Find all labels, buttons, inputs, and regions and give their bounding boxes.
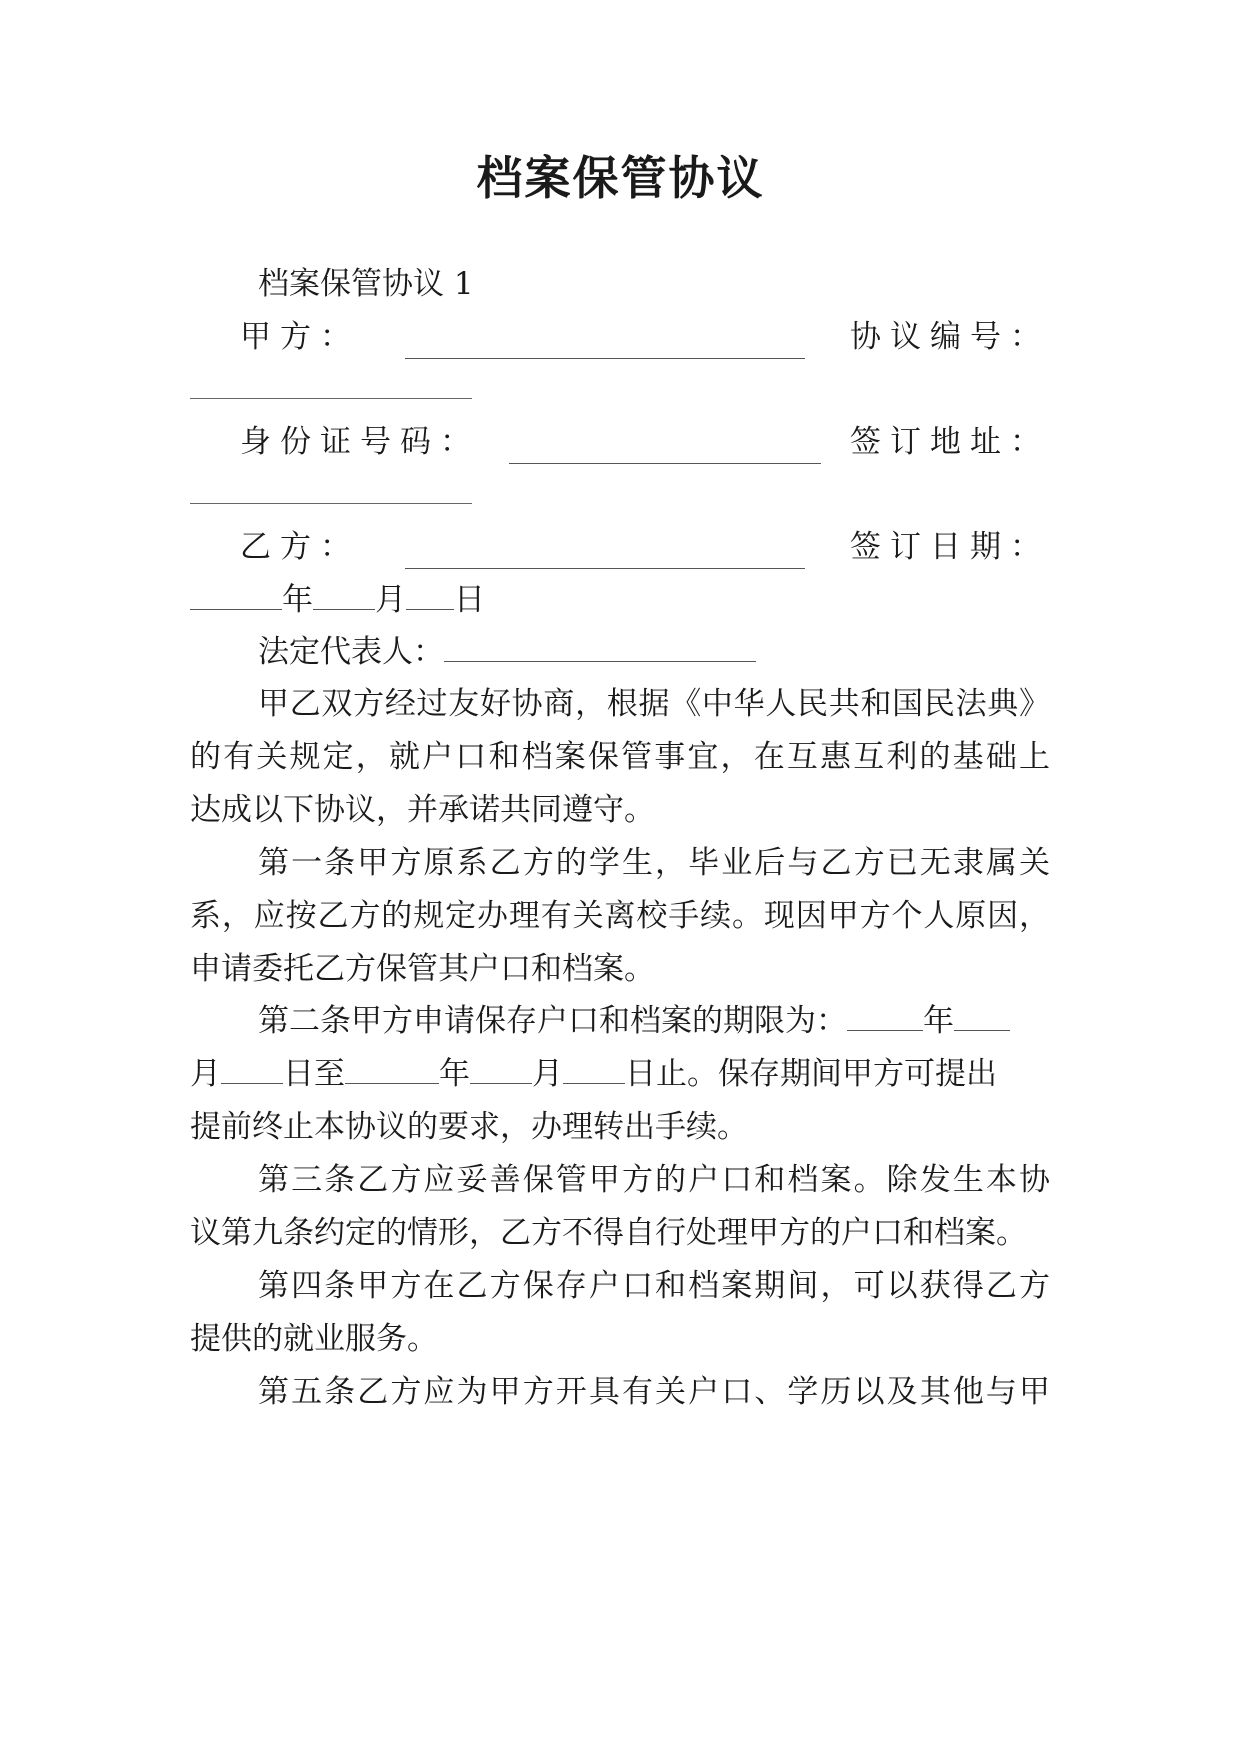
legal-rep-input[interactable] xyxy=(444,631,756,662)
article-2-end-text: 日止。保存期间甲方可提出 xyxy=(625,1056,997,1092)
party-b-input[interactable] xyxy=(405,538,805,569)
sign-date-year-label: 年 xyxy=(282,582,313,618)
id-number-row xyxy=(240,420,1050,464)
agreement-no-input[interactable] xyxy=(190,398,472,399)
sign-date-day-input[interactable] xyxy=(406,579,454,610)
party-a-input[interactable] xyxy=(405,328,805,359)
sign-address-label: 签订地址： xyxy=(850,424,1050,460)
paragraph-intro-line: 的有关规定，就户口和档案保管事宜，在互惠互利的基础上 xyxy=(190,739,1050,775)
document-title: 档案保管协议 xyxy=(476,151,765,205)
article-1-line: 系，应按乙方的规定办理有关离校手续。现因甲方个人原因， xyxy=(190,898,1050,934)
agreement-subtitle: 档案保管协议 1 xyxy=(258,266,474,302)
paragraph-intro-line: 甲乙双方经过友好协商，根据《中华人民共和国民法典》 xyxy=(258,686,1050,722)
article-2-end-day-input[interactable] xyxy=(563,1053,625,1084)
article-4-line: 提供的就业服务。 xyxy=(190,1321,438,1357)
article-5-line: 第五条乙方应为甲方开具有关户口、学历以及其他与甲 xyxy=(258,1374,1050,1410)
article-2-start-year-input[interactable] xyxy=(847,1000,923,1031)
article-1-line: 申请委托乙方保管其户口和档案。 xyxy=(190,951,655,987)
sign-date-month-input[interactable] xyxy=(313,579,375,610)
legal-rep-row xyxy=(258,630,1050,674)
sign-date-month-label: 月 xyxy=(375,582,406,618)
article-2-day-to-label: 日至 xyxy=(283,1056,345,1092)
article-2-month-label: 月 xyxy=(190,1056,221,1092)
article-2-line: 提前终止本协议的要求，办理转出手续。 xyxy=(190,1109,748,1145)
party-b-label: 乙方： xyxy=(240,529,360,565)
party-a-label: 甲方： xyxy=(240,319,360,355)
sign-date-label: 签订日期： xyxy=(850,529,1050,565)
sign-date-year-input[interactable] xyxy=(190,579,282,610)
article-2-start-month-input[interactable] xyxy=(954,1000,1010,1031)
id-number-input[interactable] xyxy=(509,433,821,464)
sign-date-day-label: 日 xyxy=(454,582,485,618)
sign-date-row xyxy=(190,578,1050,622)
article-2-line xyxy=(190,1052,1050,1096)
article-2-end-year-input[interactable] xyxy=(345,1053,439,1084)
agreement-no-label: 协议编号： xyxy=(850,319,1050,355)
article-3-line: 议第九条约定的情形，乙方不得自行处理甲方的户口和档案。 xyxy=(190,1215,1027,1251)
legal-rep-label: 法定代表人： xyxy=(258,634,444,670)
article-2-year-label: 年 xyxy=(923,1003,954,1039)
article-2-line xyxy=(258,999,1050,1043)
article-4-line: 第四条甲方在乙方保存户口和档案期间，可以获得乙方 xyxy=(258,1268,1050,1304)
party-b-row xyxy=(240,525,1050,569)
paragraph-intro-line: 达成以下协议，并承诺共同遵守。 xyxy=(190,792,655,828)
party-a-row xyxy=(240,315,1050,359)
article-2-month2-label: 月 xyxy=(532,1056,563,1092)
id-number-label: 身份证号码： xyxy=(240,424,480,460)
article-3-line: 第三条乙方应妥善保管甲方的户口和档案。除发生本协 xyxy=(258,1162,1050,1198)
article-2-year2-label: 年 xyxy=(439,1056,470,1092)
article-1-line: 第一条甲方原系乙方的学生，毕业后与乙方已无隶属关 xyxy=(258,845,1050,881)
article-2-text: 第二条甲方申请保存户口和档案的期限为： xyxy=(258,1003,847,1039)
sign-address-input[interactable] xyxy=(190,503,472,504)
article-2-end-month-input[interactable] xyxy=(470,1053,532,1084)
article-2-start-day-input[interactable] xyxy=(221,1053,283,1084)
